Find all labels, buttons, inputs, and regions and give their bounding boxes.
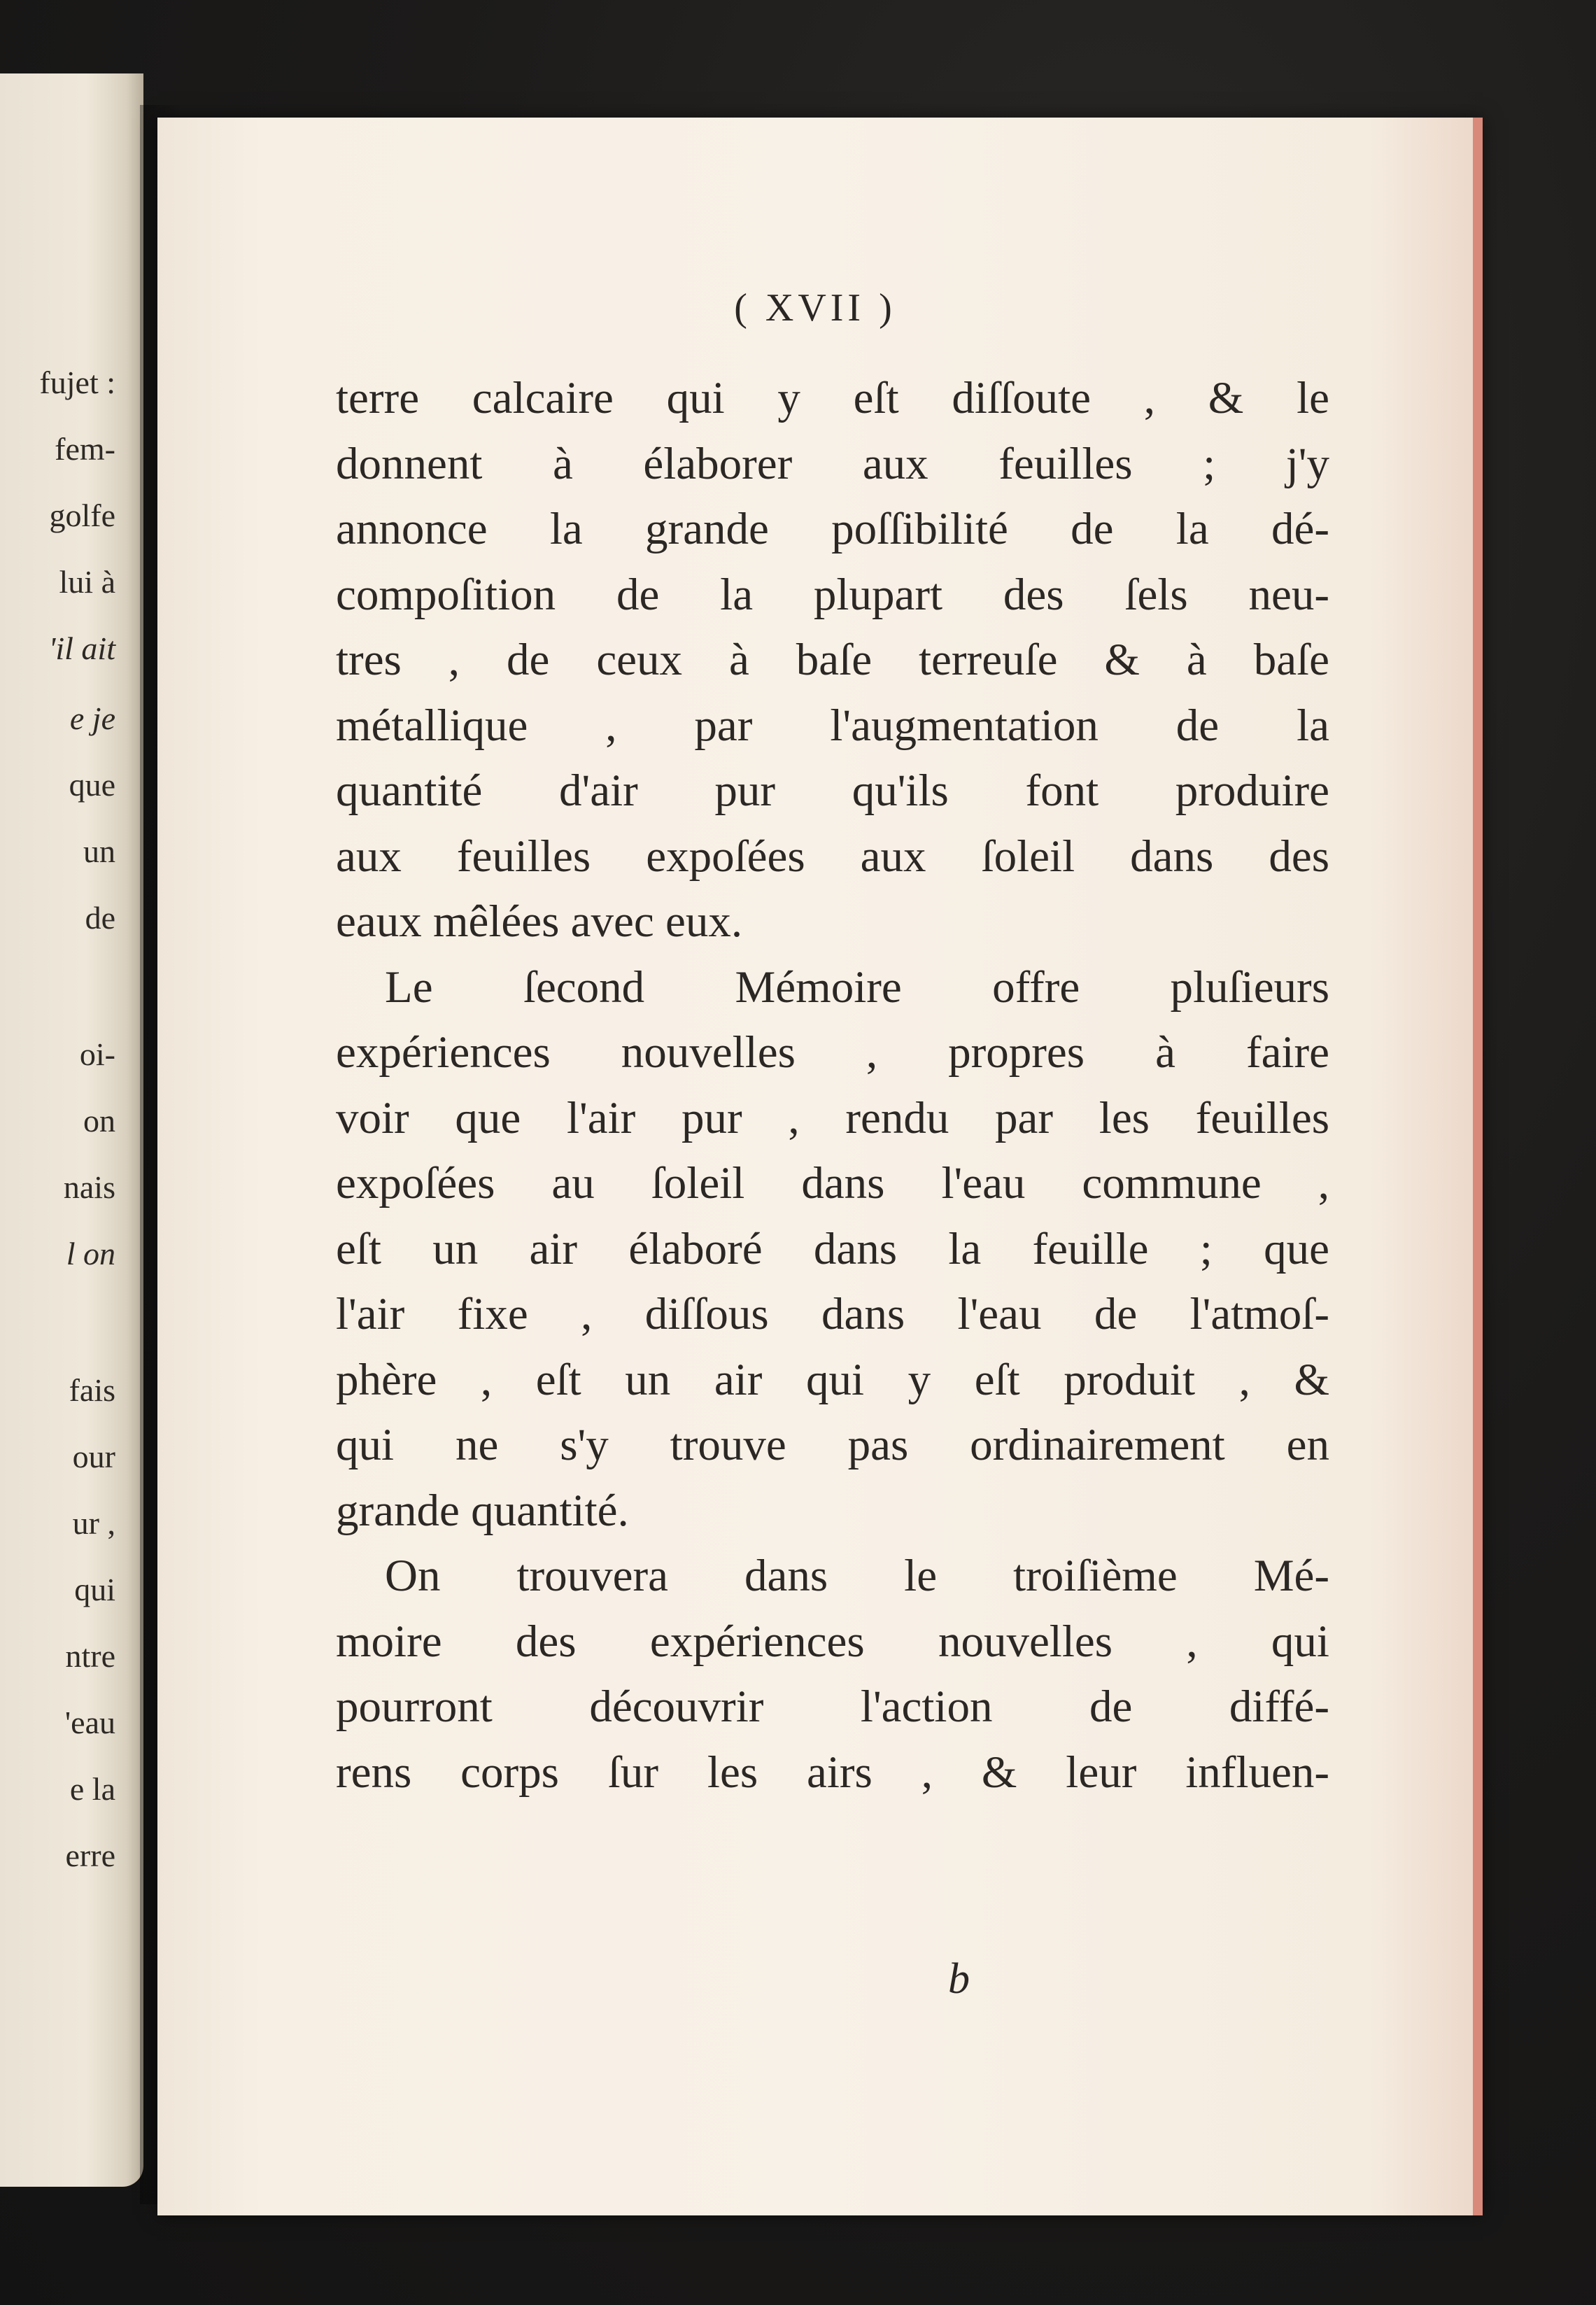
text-line: compoſition de la plupart des ſels neu- [336,569,1329,620]
text-line: terre calcaire qui y eſt diſſoute , & le [336,373,1329,423]
text-line: moire des expériences nouvelles , qui [336,1616,1329,1667]
left-page-fragment: 'eau [64,1705,115,1740]
text-line: On trouvera dans le troiſième Mé- [385,1551,1329,1601]
text-line: expoſées au ſoleil dans l'eau commune , [336,1158,1329,1208]
left-page-fragment: lui à [59,564,115,600]
text-line: métallique , par l'augmentation de la [336,700,1329,751]
left-page-fragment: qui [74,1572,115,1607]
left-page-fragment: fujet : [39,365,115,400]
left-page-fragment: oi- [79,1036,115,1072]
left-page-fragment: nais [63,1169,115,1205]
page-number-header: ( XVII ) [734,286,896,330]
text-line: eaux mêlées avec eux. [336,896,743,947]
left-page-fragment: fem- [55,431,115,467]
text-line: quantité d'air pur qu'ils font produire [336,766,1329,816]
text-line: pourront découvrir l'action de diffé- [336,1682,1329,1732]
left-page-fragment: ur , [72,1505,115,1541]
text-line: tres , de ceux à baſe terreuſe & à baſe [336,635,1329,685]
text-line: donnent à élaborer aux feuilles ; j'y [336,438,1329,489]
text-line: rens corps ſur les airs , & leur influen- [336,1747,1329,1798]
text-line: phère , eſt un air qui y eſt produit , & [336,1354,1329,1405]
text-line: annonce la grande poſſibilité de la dé- [336,504,1329,554]
text-line: l'air fixe , diſſous dans l'eau de l'atmoſ- [336,1289,1329,1339]
text-line: qui ne s'y trouve pas ordinairement en [336,1420,1329,1470]
text-line: grande quantité. [336,1485,629,1536]
left-page-fragment: un [83,833,115,869]
text-line: expériences nouvelles , propres à faire [336,1027,1329,1078]
left-page-fragment: fais [69,1372,115,1408]
text-line: aux feuilles expoſées aux ſoleil dans des [336,831,1329,882]
left-page-fragment: ntre [65,1638,115,1674]
left-page-fragment: e la [69,1771,115,1807]
left-page-fragment: e je [69,700,115,736]
left-page-fragment: our [72,1439,115,1474]
left-page-fragment: que [69,767,115,803]
signature-mark: b [948,1955,970,2003]
previous-page-edge [0,73,143,2187]
left-page-fragment: on [83,1103,115,1139]
left-page-fragment: l on [66,1236,115,1271]
text-line: voir que l'air pur , rendu par les feuilles [336,1092,1329,1143]
left-page-fragment: de [85,900,115,936]
book-page [157,118,1483,2215]
left-page-fragment: 'il ait [48,630,115,666]
page-body-text [336,366,1329,1805]
text-line: eſt un air élaboré dans la feuille ; que [336,1223,1329,1274]
left-page-fragment: golfe [49,498,115,533]
left-page-fragment: erre [65,1838,115,1873]
text-line: Le ſecond Mémoire offre pluſieurs [385,961,1329,1013]
